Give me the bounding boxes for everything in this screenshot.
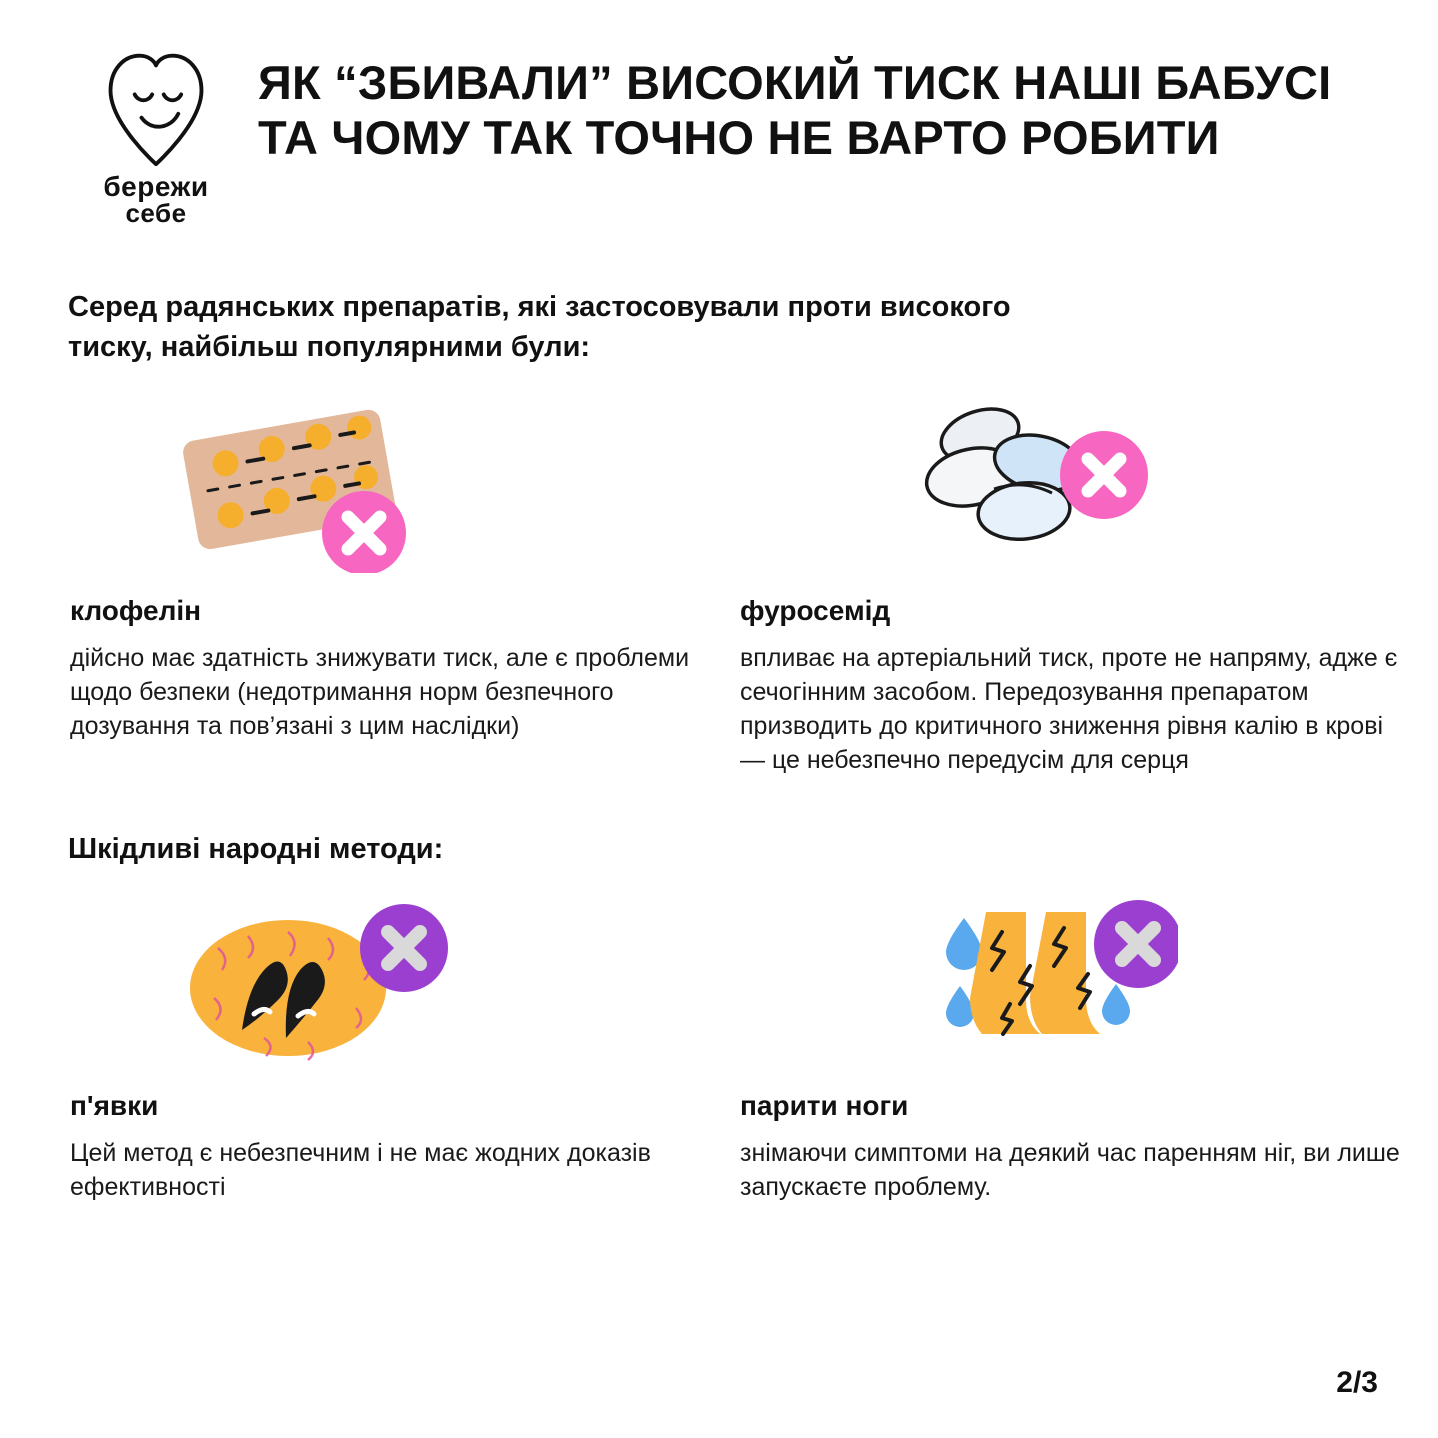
- card-illustration: [68, 393, 704, 583]
- brand-logo: [66, 44, 246, 228]
- brand-name: [103, 171, 209, 228]
- drug-cards: [0, 393, 1438, 777]
- card-title: парити ноги: [740, 1090, 909, 1122]
- brand-name-line2: себе: [125, 197, 187, 228]
- folk-method-cards: [0, 888, 1438, 1204]
- leeches-icon: [168, 888, 448, 1078]
- card-title: фуросемід: [740, 595, 891, 627]
- card-text: впливає на артеріальний тиск, проте не напряму, адже є сечогінним засобом. Передозування препаратом призводить до критичного зниження рівня калію в крові — це небезпечно передусім для серця: [740, 644, 1398, 775]
- card-illustration: [68, 888, 704, 1078]
- pill-blister-icon: [168, 393, 428, 573]
- page-title: ЯК “ЗБИВАЛИ” ВИСОКИЙ ТИСК НАШІ БАБУСІ ТА ЧОМУ ТАК ТОЧНО НЕ ВАРТО РОБИТИ: [258, 56, 1332, 164]
- lead-paragraph: Серед радянських препаратів, які застосовували проти високого тиску, найбільш популярними були:: [68, 291, 1011, 364]
- tablets-icon: [898, 393, 1158, 573]
- card-text: знімаючи симптоми на деякий час паренням ніг, ви лише запускаєте проблему.: [740, 1139, 1400, 1202]
- section-subheading: Шкідливі народні методи:: [68, 833, 444, 866]
- page-header: [0, 0, 1438, 228]
- card-illustration: [738, 888, 1414, 1078]
- card-clofelin: [68, 393, 728, 777]
- card-text: Цей метод є небезпечним і не має жодних доказів ефективності: [70, 1139, 651, 1202]
- heart-face-icon: [102, 48, 210, 168]
- page-number: 2/3: [1336, 1366, 1378, 1399]
- steaming-feet-icon: [898, 888, 1178, 1078]
- card-title: клофелін: [70, 595, 202, 627]
- card-title: п'явки: [70, 1090, 159, 1122]
- card-steaming-feet: [738, 888, 1438, 1204]
- card-illustration: [738, 393, 1414, 583]
- card-leeches: [68, 888, 728, 1204]
- card-furosemid: [738, 393, 1438, 777]
- brand-name-line1: бережи: [103, 171, 209, 202]
- card-text: дійсно має здатність знижувати тиск, але є проблеми щодо безпеки (недотримання норм безпечного дозування та пов’язані з цим наслідки): [70, 644, 690, 741]
